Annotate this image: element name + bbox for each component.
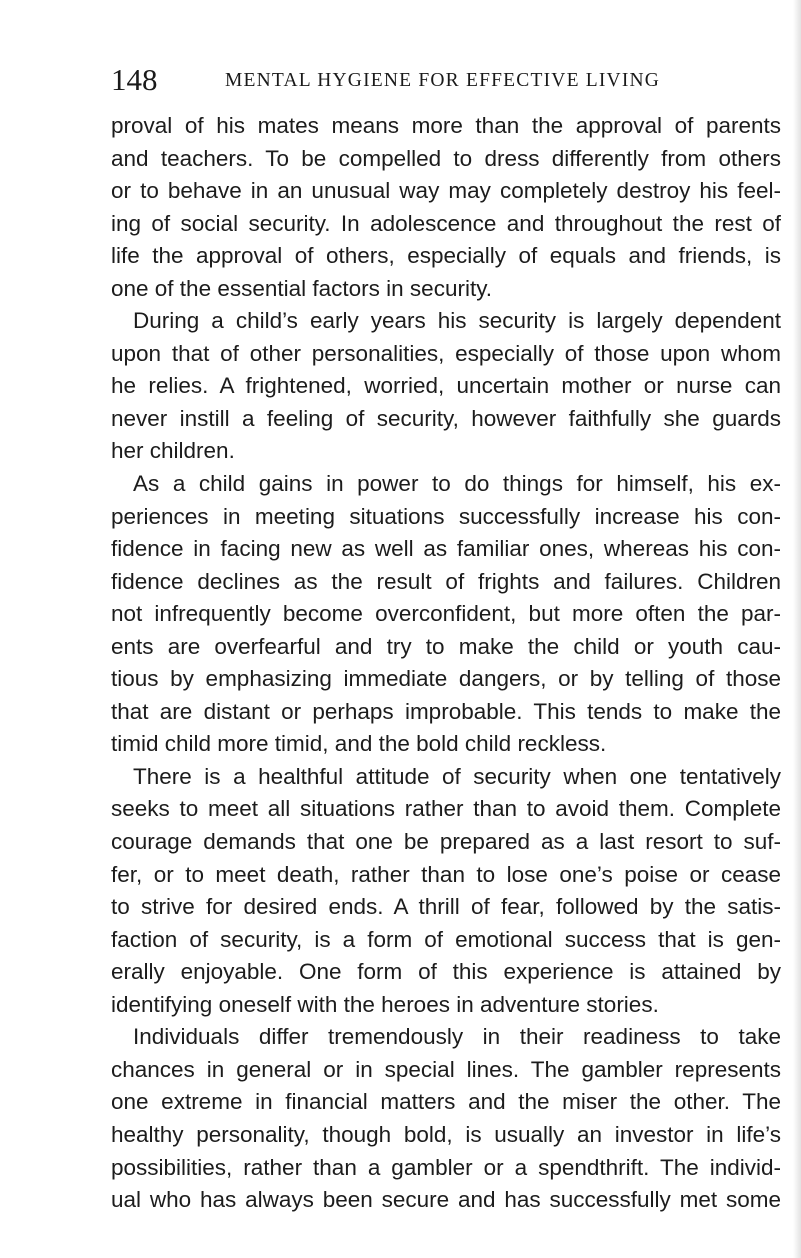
paragraph [111, 305, 781, 468]
text-line: or to behave in an unusual way may completely destroy his feel- [111, 178, 781, 204]
text-line: fidence in facing new as well as familiar ones, whereas his con- [111, 536, 781, 562]
page-number: 148 [111, 62, 158, 97]
text-line: life the approval of others, especially of equals and friends, is [111, 243, 781, 269]
text-line: ents are overfearful and try to make the child or youth cau- [111, 633, 781, 659]
text-line: There is a healthful attitude of security when one tentatively [133, 763, 781, 789]
text-line: timid child more timid, and the bold child reckless. [111, 731, 607, 757]
text-line: erally enjoyable. One form of this experience is attained by [111, 959, 781, 985]
text-line: one extreme in financial matters and the miser the other. The [111, 1089, 781, 1115]
text-line: Individuals differ tremendously in their readiness to take [133, 1024, 781, 1050]
text-line: and teachers. To be compelled to dress differently from others [111, 145, 781, 171]
text-line: As a child gains in power to do things for himself, his ex- [133, 471, 781, 497]
text-line: periences in meeting situations successfully increase his con- [111, 503, 781, 529]
text-line: her children. [111, 438, 235, 464]
text-line: to strive for desired ends. A thrill of fear, followed by the satis- [111, 894, 781, 920]
text-line: fer, or to meet death, rather than to lose one’s poise or cease [111, 861, 781, 887]
text-line: chances in general or in special lines. The gambler represents [111, 1056, 781, 1082]
running-head: MENTAL HYGIENE FOR EFFECTIVE LIVING [225, 70, 661, 91]
text-line: faction of security, is a form of emotional success that is gen- [111, 926, 781, 952]
text-line: During a child’s early years his security is largely dependent [133, 308, 781, 334]
text-line: tious by emphasizing immediate dangers, or by telling of those [111, 666, 781, 692]
text-line: seeks to meet all situations rather than to avoid them. Complete [111, 796, 781, 822]
text-line: courage demands that one be prepared as a last resort to suf- [111, 829, 781, 855]
scan-edge-shadow [793, 0, 801, 1258]
paragraph [111, 761, 781, 1021]
text-line: that are distant or perhaps improbable. This tends to make the [111, 698, 781, 724]
text-line: fidence declines as the result of frights and failures. Children [111, 568, 781, 594]
text-line: never instill a feeling of security, however faithfully she guards [111, 405, 781, 431]
text-line: possibilities, rather than a gambler or a spendthrift. The individ- [111, 1154, 781, 1180]
page-header [111, 62, 731, 102]
text-line: ual who has always been secure and has successfully met some [111, 1187, 781, 1213]
text-line: identifying oneself with the heroes in adventure stories. [111, 991, 659, 1017]
text-line: one of the essential factors in security. [111, 275, 493, 301]
text-line: ing of social security. In adolescence and throughout the rest of [111, 210, 781, 236]
text-line: proval of his mates means more than the approval of parents [111, 113, 781, 138]
text-line: he relies. A frightened, worried, uncertain mother or nurse can [111, 373, 781, 399]
body-text [111, 110, 781, 1217]
text-line: healthy personality, though bold, is usually an investor in life’s [111, 1121, 781, 1147]
paragraph [111, 1021, 781, 1216]
text-line: upon that of other personalities, especially of those upon whom [111, 340, 781, 366]
paragraph [111, 468, 781, 761]
text-line: not infrequently become overconfident, but more often the par- [111, 601, 781, 627]
paragraph [111, 110, 781, 305]
